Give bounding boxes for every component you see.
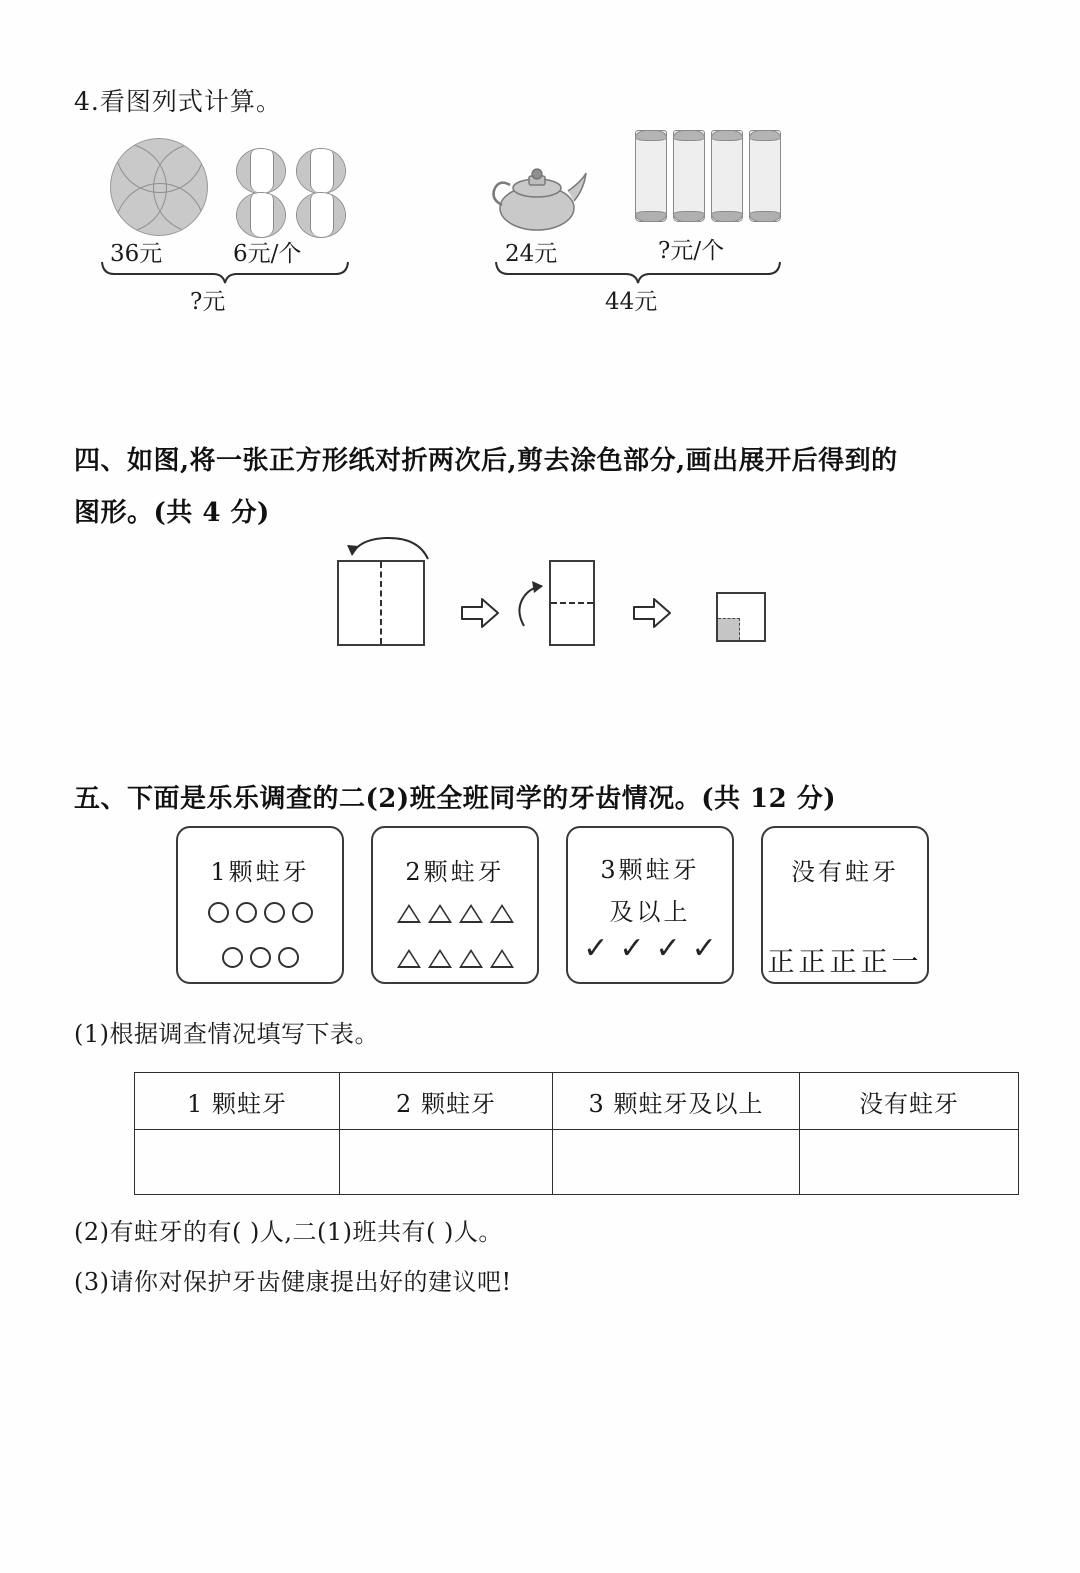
triangle-mark-icon [490,949,514,968]
survey-box-title: 没有蛀牙 [791,858,899,886]
table-header-cell: 3 颗蛀牙及以上 [553,1073,800,1130]
survey-box-title: 1颗蛀牙 [210,858,310,886]
sub-question-2: (2)有蛀牙的有( )人,二(1)班共有( )人。 [74,1218,503,1246]
table-answer-row [135,1130,1019,1195]
check-mark-icon: ✓ [583,931,609,966]
fold-line-horizontal [551,602,593,604]
triangle-mark-icon [490,904,514,923]
fold-line-vertical [380,562,382,644]
table-answer-cell[interactable] [553,1130,800,1195]
triangle-mark-icon [459,904,483,923]
beachball-icon [236,192,286,238]
check-mark-icon: ✓ [655,931,681,966]
survey-box-no-cavity [761,826,929,984]
triangle-mark-icon [397,904,421,923]
right-group-total-label: 44元 [605,289,658,315]
teapot-icon [490,155,590,233]
circle-mark-icon [222,947,243,968]
right-arrow-icon [460,597,500,629]
beachball-icon [296,192,346,238]
table-header-row [135,1073,1019,1130]
fold-arrow-curved-2 [516,578,554,630]
beachball-price-label: 6元/个 [233,241,302,267]
table-answer-cell[interactable] [340,1130,553,1195]
table-header-cell: 没有蛀牙 [800,1073,1019,1130]
circle-mark-icon [208,902,229,923]
survey-marks-row [568,931,732,966]
right-group-brace [494,258,782,284]
triangle-mark-icon [428,949,452,968]
survey-box-1-tooth [176,826,344,984]
circle-mark-icon [264,902,285,923]
table-answer-cell[interactable] [800,1130,1019,1195]
check-mark-icon: ✓ [691,931,717,966]
glass-icon [673,130,705,222]
glass-price-label: ?元/个 [658,238,725,264]
fold-arrow-curved-1 [340,533,436,567]
circle-mark-icon [236,902,257,923]
glass-icon [711,130,743,222]
section-5-heading: 五、下面是乐乐调查的二(2)班全班同学的牙齿情况。(共 12 分) [74,784,837,814]
circle-mark-icon [278,947,299,968]
table-header-cell: 1 颗蛀牙 [135,1073,340,1130]
survey-box-title: 3颗蛀牙 [600,856,700,884]
triangle-mark-icon [459,949,483,968]
sub-question-3: (3)请你对保护牙齿健康提出好的建议吧! [74,1268,512,1296]
table-header-cell: 2 颗蛀牙 [340,1073,553,1130]
survey-box-3-or-more-teeth [566,826,734,984]
teapot-price-label: 24元 [505,241,558,267]
check-mark-icon: ✓ [619,931,645,966]
glass-icon [635,130,667,222]
glass-icon [749,130,781,222]
survey-box-title-second-line: 及以上 [609,898,691,926]
left-group-brace [100,258,350,284]
right-arrow-icon [632,597,672,629]
basketball-icon [110,138,208,236]
beachball-icon [236,148,286,194]
sub-question-1: (1)根据调查情况填写下表。 [74,1020,379,1048]
survey-marks-row [178,902,342,923]
section-4-heading-line1: 四、如图,将一张正方形纸对折两次后,剪去涂色部分,画出展开后得到的 [74,446,898,476]
beachball-icon [296,148,346,194]
triangle-mark-icon [397,949,421,968]
question-4-heading: 4.看图列式计算。 [74,87,282,116]
circle-mark-icon [250,947,271,968]
table-answer-cell[interactable] [135,1130,340,1195]
tally-marks: 正正正正一 [767,947,923,978]
survey-box-title: 2颗蛀牙 [405,858,505,886]
section-4-heading-line2: 图形。(共 4 分) [74,498,270,528]
survey-marks-row [373,904,537,923]
survey-marks-row [178,947,342,968]
triangle-mark-icon [428,904,452,923]
tooth-survey-table [134,1072,1019,1195]
left-group-total-label: ?元 [190,289,226,315]
survey-box-2-teeth [371,826,539,984]
basketball-price-label: 36元 [110,241,163,267]
shaded-cut-region [718,618,740,640]
circle-mark-icon [292,902,313,923]
survey-marks-row [373,949,537,968]
